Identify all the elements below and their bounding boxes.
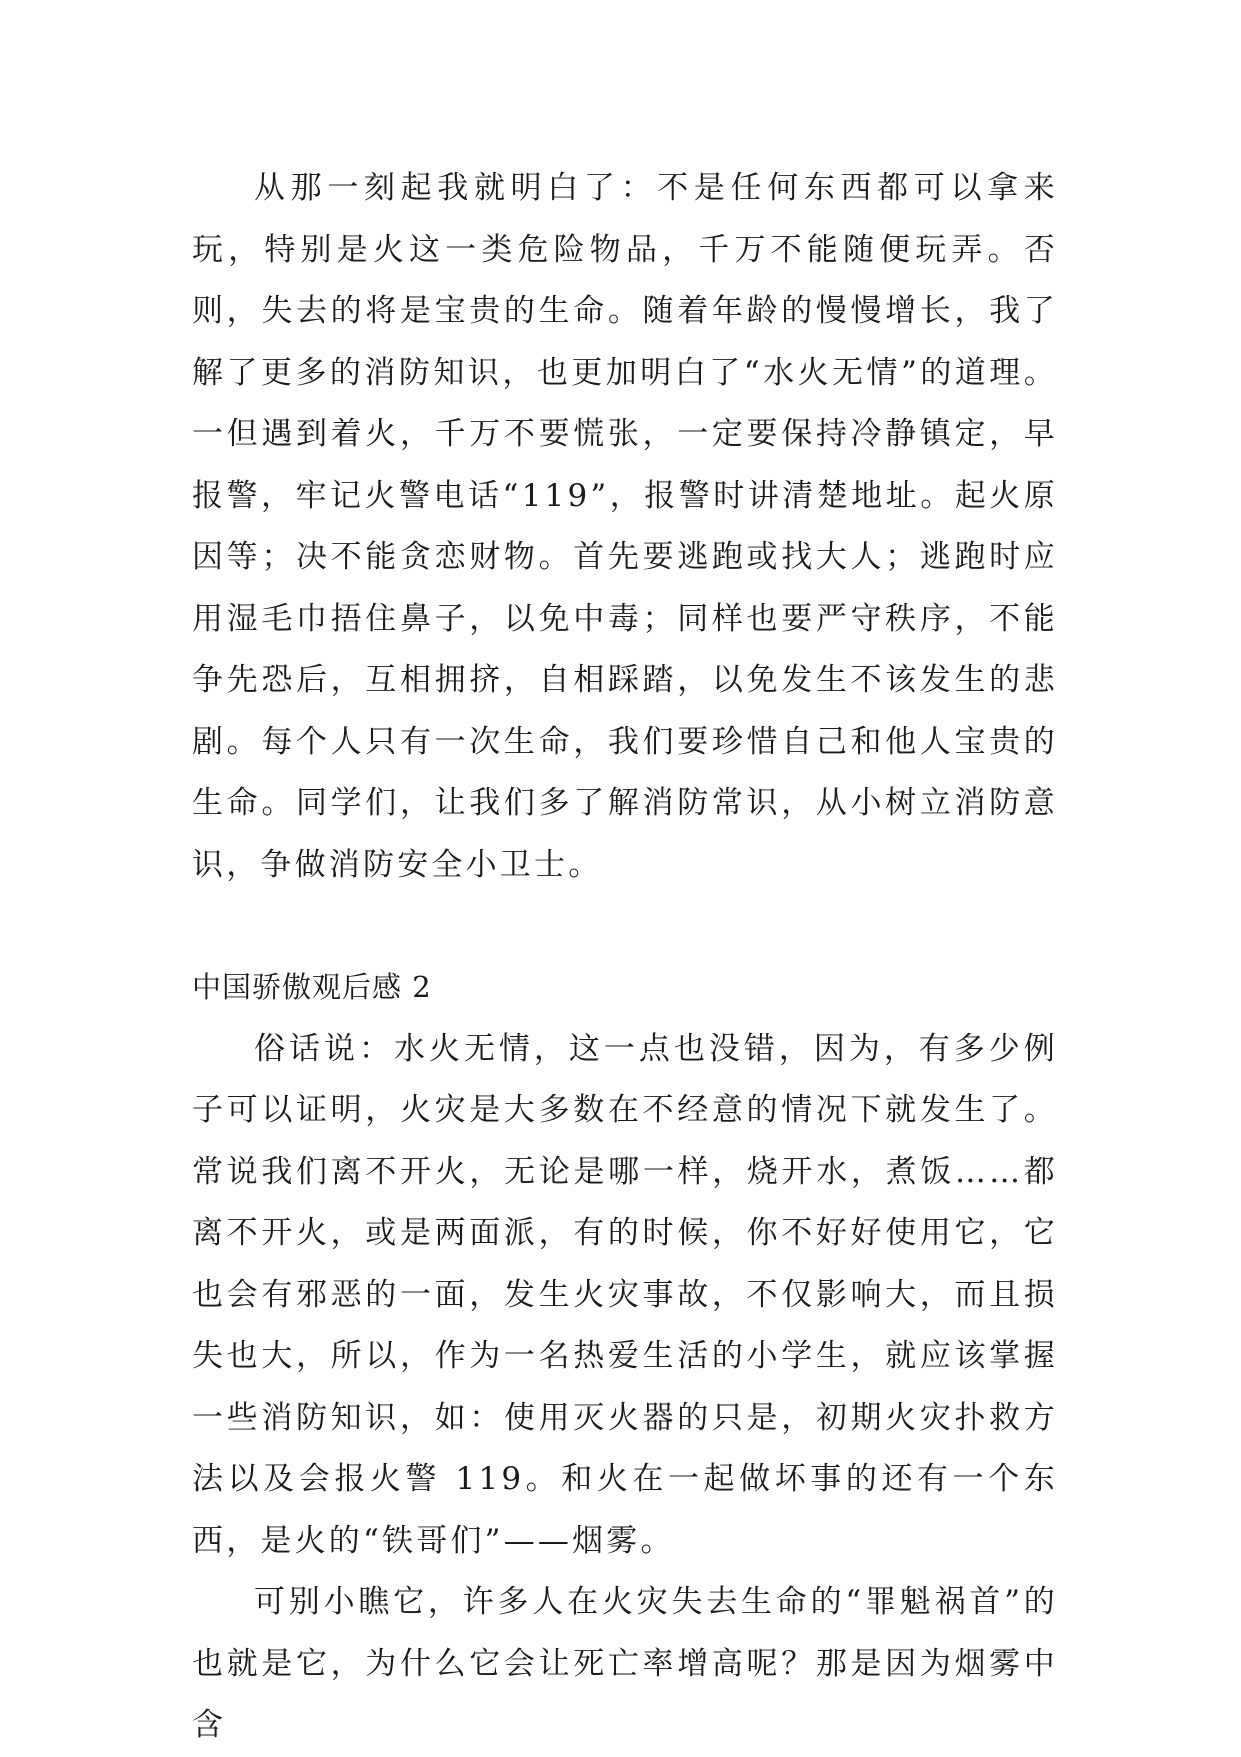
paragraph-proverb-fire: 俗话说：水火无情，这一点也没错，因为，有多少例子可以证明，火灾是大多数在不经意的情况下就发生了。常说我们离不开火，无论是哪一样，烧开水，煮饭……都离不开火，或是两面派，有的时候，你不好好使用它，它也会有邪恶的一面，发生火灾事故，不仅影响大，而且损失也大，所以，作为一名热爱生活的小学生，就应该掌握一些消防知识，如：使用灭火器的只是，初期火灾扑救方法以及会报火警 119。和火在一起做坏事的还有一个东西，是火的“铁哥们”——烟雾。 (192, 1030, 1058, 1559)
section-heading: 中国骄傲观后感 2 (192, 970, 432, 1004)
paragraph-smoke-danger: 可别小瞧它，许多人在火灾失去生命的“罪魁祸首”的也就是它，为什么它会让死亡率增高呢？那是因为烟雾中含 (192, 1584, 1058, 1743)
paragraph-fire-safety-lesson: 从那一刻起我就明白了：不是任何东西都可以拿来玩，特别是火这一类危险物品，千万不能随便玩弄。否则，失去的将是宝贵的生命。随着年龄的慢慢增长，我了解了更多的消防知识，也更加明白了“水火无情”的道理。一但遇到着火，千万不要慌张，一定要保持冷静镇定，早报警，牢记火警电话“119”，报警时讲清楚地址。起火原因等；决不能贪恋财物。首先要逃跑或找大人；逃跑时应用湿毛巾捂住鼻子，以免中毒；同样也要严守秩序，不能争先恐后，互相拥挤，自相踩踏，以免发生不该发生的悲剧。每个人只有一次生命，我们要珍惜自己和他人宝贵的生命。同学们，让我们多了解消防常识，从小树立消防意识，争做消防安全小卫士。 (192, 170, 1058, 883)
document-body (192, 158, 1058, 1757)
